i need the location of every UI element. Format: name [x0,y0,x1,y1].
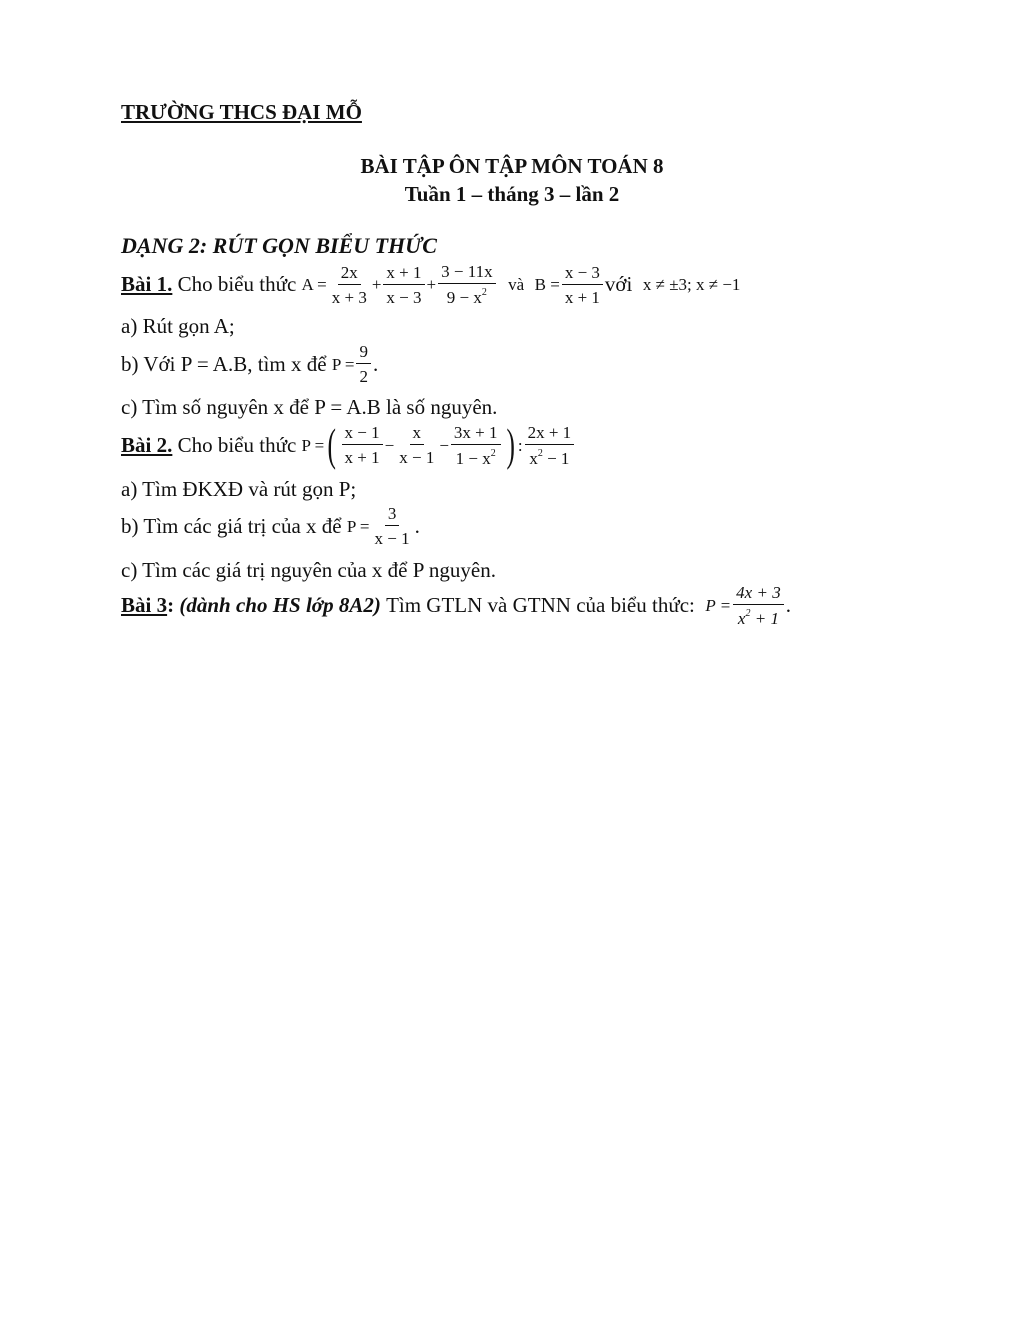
A-term2 [383,264,424,306]
A-term2-num: x + 1 [383,264,424,285]
P-term1 [342,424,383,466]
P-term3-den-base: 1 − x [455,448,491,468]
P-lhs: P = [331,354,355,374]
bai3-den-base: x [737,609,746,628]
P-term3-num: 3x + 1 [451,424,501,445]
b-fraction [356,343,371,385]
bai1-part-a: a) Rút gọn A; [121,314,235,338]
B-den: x + 1 [564,287,600,307]
B-num: x − 3 [562,264,603,285]
P-lhs: P = [301,435,325,455]
B-fraction [562,264,603,306]
bai2-part-b [121,505,420,547]
A-term3-den [444,284,490,306]
plus-sign: + [426,275,437,294]
bai1-label: Bài 1. [121,272,173,296]
A-term2-den: x − 3 [386,287,422,307]
and-word: và [508,275,525,294]
period: . [372,351,379,376]
division-colon: : [517,435,523,455]
bai1-statement [121,263,740,306]
bai2-part-a: a) Tìm ĐKXĐ và rút gọn P; [121,477,357,501]
bai3-den-tail: + 1 [750,609,779,628]
bai2-b-den: x − 1 [374,529,410,548]
document-title: BÀI TẬP ÔN TẬP MÔN TOÁN 8 [360,154,664,178]
P-term2 [396,424,437,466]
bai2-label: Bài 2. [121,432,173,457]
A-term3 [438,263,495,306]
P-term3 [451,424,501,467]
b-num: 9 [356,343,371,364]
bai3-colon: : [167,593,175,617]
bai1-intro: Cho biểu thức [177,272,297,296]
P-lhs: P = [346,516,370,536]
period: . [414,513,420,538]
A-term1-num: 2x [338,264,361,285]
A-term1 [329,264,370,306]
bai2-part-b-text: b) Tìm các giá trị của x để [121,513,342,538]
P-term2-num: x [410,424,425,445]
P-term1-den: x + 1 [344,448,380,467]
expr-B-lhs: B = [534,275,560,294]
exponent: 2 [481,287,487,298]
bai3-num: 4x + 3 [733,584,784,605]
bai3-note: (dành cho HS lớp 8A2) [179,593,381,617]
bai3-fraction [733,584,784,627]
b-den: 2 [359,367,368,386]
exponent: 2 [490,447,496,459]
P-term2-den: x − 1 [399,448,435,467]
bai1-condition: x ≠ ±3; x ≠ −1 [642,275,741,294]
bai2-intro: Cho biểu thức [177,432,297,457]
right-paren: ) [505,419,515,470]
bai2-b-fraction [372,505,413,547]
P-term1-num: x − 1 [342,424,383,445]
bai3-label: Bài 3 [121,593,168,617]
bai1-part-c: c) Tìm số nguyên x để P = A.B là số nguyên. [121,395,498,419]
bai1-part-b-text: b) Với P = A.B, tìm x để [121,351,327,376]
bai3-text: Tìm GTLN và GTNN của biểu thức: [386,593,695,617]
exponent: 2 [745,608,751,619]
period: . [785,593,791,617]
bai2-part-c: c) Tìm các giá trị nguyên của x để P nguyên. [121,558,496,582]
A-term3-den-base: 9 − x [446,288,482,307]
A-term3-num: 3 − 11x [438,263,495,284]
plus-sign: + [371,275,382,294]
P-term4-den [526,445,572,467]
exponent: 2 [537,447,543,459]
P-lhs: P = [705,596,732,615]
bai2-statement [121,419,576,470]
bai3-den [735,605,782,627]
bai2-b-num: 3 [385,505,400,526]
A-term1-den: x + 3 [331,287,367,307]
P-term4-den-tail: − 1 [542,448,570,468]
minus-sign: − [384,435,395,455]
expr-A-lhs: A = [301,275,327,294]
section-heading: DẠNG 2: RÚT GỌN BIỂU THỨC [121,233,437,258]
minus-sign: − [439,435,449,455]
left-paren: ( [327,419,337,470]
bai1-part-b [121,343,378,385]
P-term4-den-base: x [529,448,538,468]
with-word: với [604,272,633,296]
P-term4-num: 2x + 1 [525,424,575,445]
bai3-statement [121,584,791,627]
document-subtitle: Tuần 1 – tháng 3 – lần 2 [404,182,620,206]
school-name: TRƯỜNG THCS ĐẠI MỖ [121,100,362,124]
P-term4 [525,424,575,467]
P-term3-den [453,445,499,467]
